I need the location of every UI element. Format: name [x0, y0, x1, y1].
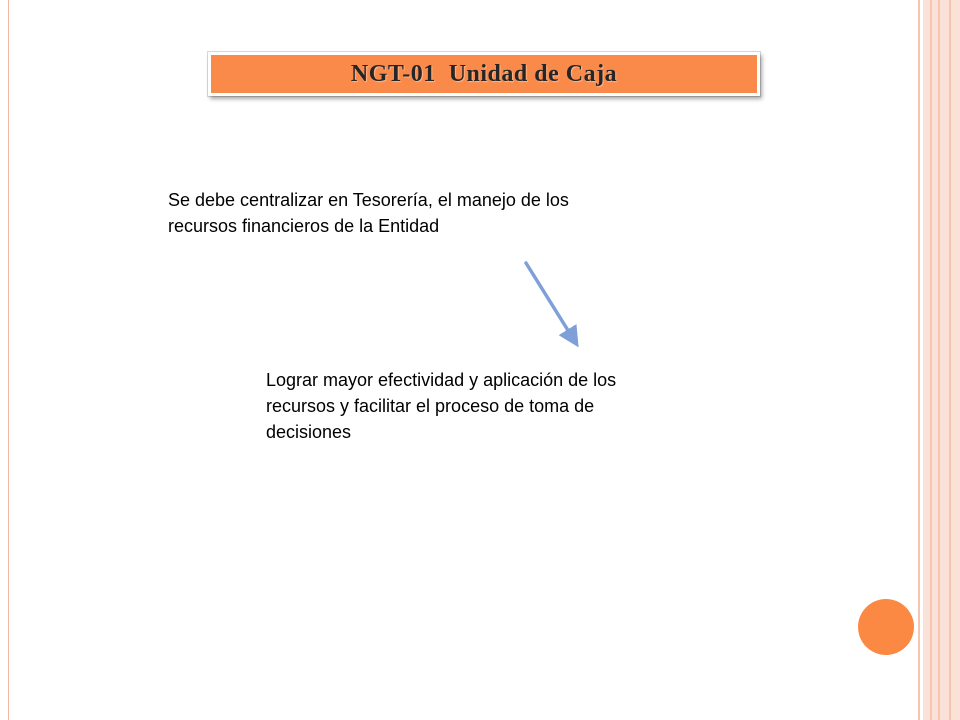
orange-circle-decoration [858, 599, 914, 655]
slide-title: NGT-01 Unidad de Caja [350, 60, 618, 87]
outcome-text: Lograr mayor efectividad y aplicación de los recursos y facilitar el proceso de toma de decisiones [266, 370, 617, 442]
statement-text: Se debe centralizar en Tesorería, el manejo de los recursos financieros de la Entidad [168, 190, 569, 236]
